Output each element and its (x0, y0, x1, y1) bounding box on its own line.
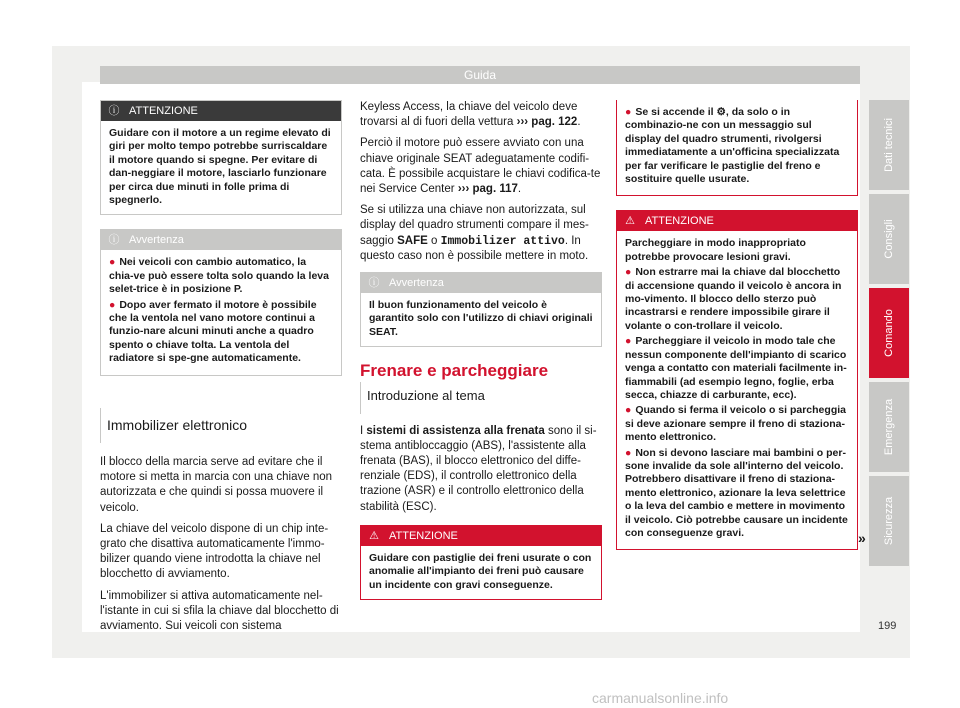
note-box-text: Il buon funzionamento del veicolo è garantito solo con l'utilizzo di chiavi originali SEAT. (369, 299, 593, 338)
tab-dati-tecnici[interactable]: Dati tecnici (869, 100, 909, 190)
paragraph: I sistemi di assistenza alla frenata sono il si-stema antibloccaggio (ABS), l'assistente alla frenata (BAS), il blocco elettronico del diffe-renziale (EDS), il controllo elettronico della trazione (ASR) e il controllo elettronico della stabilità (ESC). (360, 424, 597, 513)
warning-box-text: Guidare con il motore a un regime elevato di giri per molto tempo potrebbe surriscaldare il motore quando si spegne. Per evitare di dan-neggiare il motore, lasciarlo funzionare per circa due minuti in folle prima di spegnerlo. (109, 127, 331, 207)
display-message-safe: SAFE (397, 234, 428, 247)
watermark: carmanualsonline.info (592, 690, 729, 706)
bullet-icon: ● (109, 256, 116, 269)
warning-box-text: Guidare con pastiglie dei freni usurate o con anomalie all'impianto dei freni può causare un incidente con gravi conseguenze. (369, 551, 592, 591)
paragraph: Se si utilizza una chiave non autorizzata, sul display del quadro strumenti compare il mes-saggio SAFE o Immobilizer attivo. In questo caso non è possibile mettere in moto. (360, 204, 589, 262)
paragraph: Il blocco della marcia serve ad evitare che il motore si metta in marcia con una chiave non autorizzata e che quindi si possa muovere il veicolo. (100, 455, 333, 514)
tab-comando[interactable]: Comando (869, 288, 909, 378)
list-item: ● Quando si ferma il veicolo o si parcheggia si deve azionare sempre il freno di staziona-mento elettronico. (625, 404, 846, 444)
paragraph: Perciò il motore può essere avviato con una chiave originale SEAT adeguatamente codifi-cata. È possibile acquistare le chiavi codifica-te nei Service Center ››› pag. 117. (360, 137, 601, 196)
section-title: Immobilizer elettronico (100, 408, 342, 443)
warning-box-title: ATTENZIONE (129, 105, 198, 117)
bullet-icon: ● (625, 446, 632, 459)
warning-box-3 (616, 210, 858, 550)
warning-triangle-icon: ⚠ (369, 529, 379, 542)
running-header: Guida (100, 66, 860, 84)
bullet-icon: ● (625, 266, 632, 279)
bullet-icon: ● (625, 404, 632, 417)
note-box-header: ⓘ Avvertenza (361, 273, 601, 293)
note-box-header (101, 230, 341, 250)
warning-box-header (101, 101, 341, 121)
column-3 (616, 100, 858, 564)
side-tabs (869, 100, 909, 570)
warning-triangle-icon: ⚠ (625, 215, 635, 228)
note-icon: ⓘ (368, 277, 380, 290)
continue-arrow-icon: » (858, 530, 866, 546)
list-item: ● Nei veicoli con cambio automatico, la chia-ve può essere tolta solo quando la leva selet-trice è in posizione P. (109, 256, 329, 296)
tab-consigli[interactable]: Consigli (869, 194, 909, 284)
note-box-2 (360, 272, 602, 347)
tab-sicurezza[interactable]: Sicurezza (869, 476, 909, 566)
tab-emergenza[interactable]: Emergenza (869, 382, 909, 472)
note-box-title: Avvertenza (129, 234, 184, 247)
page-number: 199 (878, 620, 897, 632)
warning-box-header: ⚠ ATTENZIONE (361, 526, 601, 546)
subsection-title: Introduzione al tema (360, 382, 602, 413)
display-message-immobilizer: Immobilizer attivo (440, 234, 565, 248)
warning-box-header: ⚠ ATTENZIONE (617, 211, 857, 231)
bullet-icon: ● (625, 335, 632, 348)
chapter-title: Frenare e parcheggiare (360, 361, 549, 381)
warning-box-1 (100, 100, 342, 215)
note-box-body (101, 250, 341, 374)
warning-box-body (617, 100, 857, 195)
warning-box-2 (360, 525, 602, 600)
list-item: ● Se si accende il ⚙, da solo o in combinazio-ne con un messaggio sul display del quadro strumenti, rivolgersi immediatamente a un'officina specializzata per far verificare le pastiglie del freno e sostituire quelle usurate. (625, 106, 840, 186)
warning-box-body (617, 231, 857, 549)
warning-box-continued (616, 100, 858, 196)
bullet-icon: ● (625, 106, 632, 118)
list-item: ● Parcheggiare il veicolo in modo tale che nessun componente dell'impianto di scarico venga a contatto con materiali facilmente in-fiammabili (ad esempio legno, foglie, erba secca, chiazze di carburante, ecc). (625, 335, 847, 401)
paragraph: L'immobilizer si attiva automaticamente nel-l'istante in cui si sfila la chiave dal blocchetto di avviamento. Sui veicoli con sistema (100, 589, 339, 632)
note-box-1 (100, 229, 342, 375)
note-icon: ⓘ (108, 234, 120, 247)
paragraph: Keyless Access, la chiave del veicolo deve trovarsi al di fuori della vettura ››› pag. 122. (360, 101, 581, 129)
column-1 (100, 100, 342, 640)
bullet-icon: ● (109, 298, 116, 311)
warning-circle-icon: ⓘ (108, 105, 120, 117)
paragraph: La chiave del veicolo dispone di un chip inte-grato che disattiva automaticamente l'immo-bilizer quando viene introdotta la chiave nel blocchetto di avviamento. (100, 522, 329, 581)
list-item: ● Dopo aver fermato il motore è possibile che la ventola nel vano motore continui a funzio-nare alcuni minuti anche a quadro spento o chiave tolta. La ventola del radiatore si spe-gne automaticamente. (109, 298, 317, 365)
list-item: ● Non estrarre mai la chiave dal blocchetto di accensione quando il veicolo è ancora in mo-vimento. Il blocco dello sterzo può incastrarsi e rendere impossibile girare il volante o con-trollare il veicolo. (625, 266, 842, 332)
page-reference-link[interactable]: ››› pag. 117 (457, 183, 518, 196)
warning-intro: Parcheggiare in modo inappropriato potrebbe provocare lesioni gravi. (625, 237, 806, 263)
list-item: ● Non si devono lasciare mai bambini o per-sone invalide da sole all'interno del veicolo. Potrebbero disattivare il freno di staziona-mento elettronico, azionare la leva selettrice o la leva del cambio e mettere in movimento il veicolo. Ciò potrebbe causare un incidente con conseguenze gravi. (625, 446, 848, 539)
column-2 (360, 100, 602, 614)
page-reference-link[interactable]: ››› pag. 122 (516, 116, 578, 129)
